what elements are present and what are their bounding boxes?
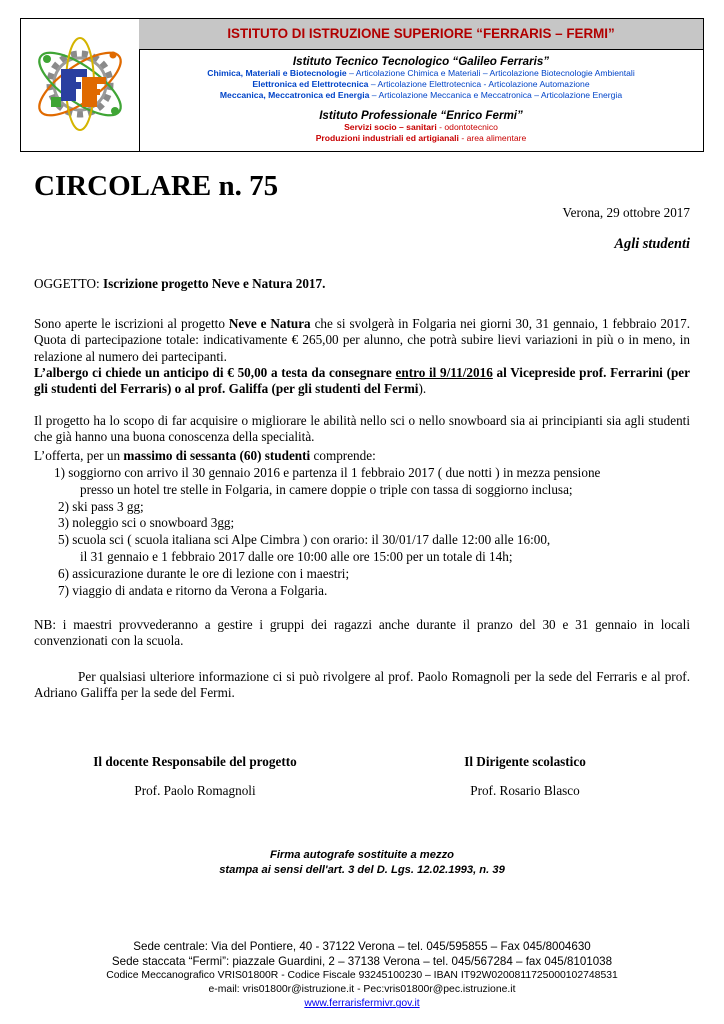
itt-course-line: Elettronica ed Elettrotecnica – Articolazione Elettrotecnica - Articolazione Automazione xyxy=(252,79,590,90)
list-item: 2) ski pass 3 gg; xyxy=(58,498,144,514)
paragraph-purpose: Il progetto ha lo scopo di far acquisire o migliorare le abilità nello sci o nello snowboard sia ai principianti sia agli studenti che già hanno una buona conoscenza della specialità. xyxy=(34,413,690,445)
list-item: 3) noleggio sci o snowboard 3gg; xyxy=(58,515,235,531)
itt-name: Istituto Tecnico Tecnologico “Galileo Ferraris” xyxy=(292,55,550,68)
circular-title: CIRCOLARE n. 75 xyxy=(34,170,279,202)
list-item: il 31 gennaio e 1 febbraio 2017 dalle ore 10:00 alle ore 15:00 per un totale di 14h; xyxy=(80,548,513,564)
footer-branch-site: Sede staccata “Fermi”: piazzale Guardini, 2 – 37138 Verona – tel. 045/567284 – fax 045/8101038 xyxy=(111,955,613,969)
signature-role: Il Dirigente scolastico xyxy=(464,754,586,769)
offer-list xyxy=(54,465,694,599)
addressee: Agli studenti xyxy=(614,236,690,252)
paragraph-enrolment: Sono aperte le iscrizioni al progetto Neve e Natura che si svolgerà in Folgaria nei giorni 30, 31 gennaio, 1 febbraio 2017. Quota di partecipazione totale: indicativamente € 265,00 per alunno, che potrà subire lievi variazioni in più o in meno, in relazione al numero dei partecipanti. L’albergo ci chiede un anticipo di € 50,00 a testa da consegnare entro il 9/11/2016 al Vicepreside prof. Ferrarini (per gli studenti del Ferraris) o al prof. Galiffa (per gli studenti del Fermi). xyxy=(34,316,690,397)
signature-name: Prof. Paolo Romagnoli xyxy=(134,783,256,798)
itt-course-line: Meccanica, Meccatronica ed Energia – Articolazione Meccanica e Meccatronica – Articolazione Energia xyxy=(219,90,623,101)
paragraph-nb: NB: i maestri provvederanno a gestire i gruppi dei ragazzi anche durante il pranzo del 30 e 31 gennaio in locali convenzionati con la scuola. xyxy=(34,617,690,649)
autograph-note: Firma autografe sostituite a mezzo stampa ai sensi dell'art. 3 del D. Lgs. 12.02.1993, n. 39 xyxy=(219,849,505,876)
list-item: 7) viaggio di andata e ritorno da Verona a Folgaria. xyxy=(58,582,328,598)
subject-text: Iscrizione progetto Neve e Natura 2017. xyxy=(102,276,326,291)
signature-role: Il docente Responsabile del progetto xyxy=(93,754,297,769)
logo-cell xyxy=(21,19,140,151)
itt-course-line: Chimica, Materiali e Biotecnologie – Articolazione Chimica e Materiali – Articolazione Biotecnologie Ambientali xyxy=(207,68,635,78)
letterhead xyxy=(20,18,704,152)
website-link[interactable]: www.ferrarisfermivr.gov.it xyxy=(304,998,420,1010)
letterhead-text xyxy=(139,19,703,151)
school-logo-icon xyxy=(27,29,133,139)
signature-project-lead xyxy=(60,754,330,799)
deadline: entro il 9/11/2016 xyxy=(395,364,493,380)
footer-codes: Codice Meccanografico VRIS01800R - Codice Fiscale 93245100230 – IBAN IT92W0200811725000102748531 xyxy=(106,970,618,982)
list-item: 5) scuola sci ( scuola italiana sci Alpe Cimbra ) con orario: il 30/01/17 dalle 12:00 alle 16:00, xyxy=(58,532,551,548)
ip-course-line: Produzioni industriali ed artigianali - area alimentare xyxy=(315,132,527,143)
list-item: presso un hotel tre stelle in Folgaria, in camere doppie o triple con tassa di soggiorno inclusa; xyxy=(80,481,573,497)
list-item: 1) soggiorno con arrivo il 30 gennaio 2016 e partenza il 1 febbraio 2017 ( due notti ) in mezza pensione xyxy=(54,465,601,480)
subject xyxy=(34,276,325,292)
ip-name: Istituto Professionale “Enrico Fermi” xyxy=(319,108,523,122)
signature-name: Prof. Rosario Blasco xyxy=(470,783,580,798)
list-item: 6) assicurazione durante le ore di lezione con i maestri; xyxy=(58,565,350,581)
signature-principal xyxy=(420,754,630,799)
document-date: Verona, 29 ottobre 2017 xyxy=(562,205,690,220)
subject-label: OGGETTO: xyxy=(34,276,103,291)
paragraph-info: Per qualsiasi ulteriore informazione ci si può rivolgere al prof. Paolo Romagnoli per la sede del Ferraris e al prof. Adriano Galiffa per la sede del Fermi. xyxy=(34,669,690,701)
ip-course-line: Servizi socio – sanitari - odontotecnico xyxy=(344,121,498,132)
deposit-notice: L’albergo ci chiede un anticipo di € 50,00 a testa da consegnare entro il 9/11/2016 al Vicepreside prof. Ferrarini (per gli studenti del Ferraris) o al prof. Galiffa (per gli studenti del Fermi xyxy=(34,364,690,397)
offer-intro: L’offerta, per un massimo di sessanta (60) studenti comprende: xyxy=(34,448,376,463)
footer-email: e-mail: vris01800r@istruzione.it - Pec:vris01800r@pec.istruzione.it xyxy=(208,984,516,996)
footer xyxy=(0,939,724,1011)
footer-main-site: Sede centrale: Via del Pontiere, 40 - 37122 Verona – tel. 045/595855 – Fax 045/8004630 xyxy=(133,940,591,953)
school-name: ISTITUTO DI ISTRUZIONE SUPERIORE “FERRARIS – FERMI” xyxy=(139,19,703,50)
